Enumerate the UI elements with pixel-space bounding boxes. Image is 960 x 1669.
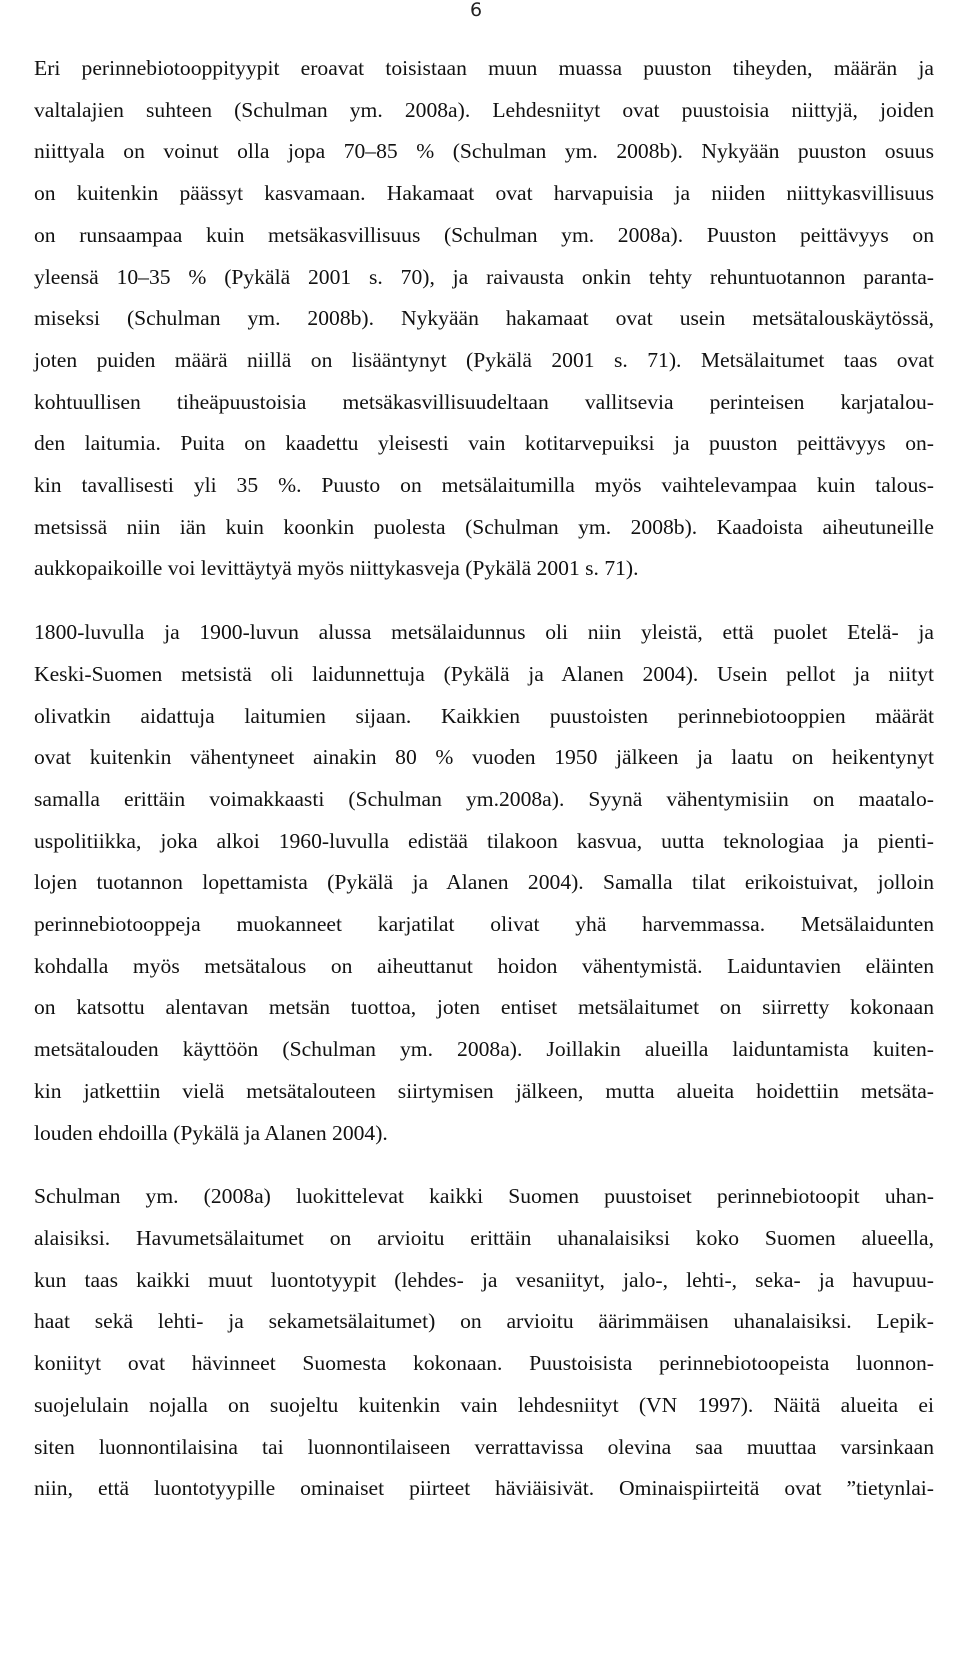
text-line: on kuitenkin päässyt kasvamaan. Hakamaat ovat harvapuisia ja niiden niittykasvillisuus <box>34 181 934 206</box>
text-line: miseksi (Schulman ym. 2008b). Nykyään hakamaat ovat usein metsätalouskäytössä, <box>34 306 934 331</box>
page-number: 6 <box>470 0 483 21</box>
text-line: Eri perinnebiotooppityypit eroavat toisistaan muun muassa puuston tiheyden, määrän ja <box>34 56 934 80</box>
text-line: uspolitiikka, joka alkoi 1960-luvulla edistää tilakoon kasvua, uutta teknologiaa ja pienti- <box>34 828 934 853</box>
paragraph-spacer <box>34 1154 934 1176</box>
text-line: alaisiksi. Havumetsälaitumet on arvioitu erittäin uhanalaisiksi koko Suomen alueella, <box>34 1225 934 1250</box>
text-line: Keski-Suomen metsistä oli laidunnettuja (Pykälä ja Alanen 2004). Usein pellot ja niityt <box>34 661 934 686</box>
text-line: perinnebiotooppeja muokanneet karjatilat olivat yhä harvemmassa. Metsälaidunten <box>34 912 934 937</box>
text-line: olivatkin aidattuja laitumien sijaan. Kaikkien puustoisten perinnebiotooppien määrät <box>34 703 934 728</box>
text-line: louden ehdoilla (Pykälä ja Alanen 2004). <box>34 1120 388 1145</box>
text-line: yleensä 10–35 % (Pykälä 2001 s. 70), ja raivausta onkin tehty rehuntuotannon paranta- <box>34 264 934 289</box>
text-line: kohtuullisen tiheäpuustoisia metsäkasvillisuudeltaan vallitsevia perinteisen karjatalou- <box>34 389 934 414</box>
text-line: metsätalouden käyttöön (Schulman ym. 2008a). Joillakin alueilla laiduntamista kuiten- <box>34 1037 934 1062</box>
text-line: den laitumia. Puita on kaadettu yleisesti vain kotitarvepuiksi ja puuston peittävyys on- <box>34 431 934 456</box>
paragraph-tree-density <box>34 48 934 590</box>
paragraph-threat-status <box>34 1176 934 1510</box>
text-line: on runsaampaa kuin metsäkasvillisuus (Schulman ym. 2008a). Puuston peittävyys on <box>34 222 934 247</box>
text-line: kin tavallisesti yli 35 %. Puusto on metsälaitumilla myös vaihtelevampaa kuin talous- <box>34 473 934 498</box>
text-line: aukkopaikoille voi levittäytyä myös niittykasveja (Pykälä 2001 s. 71). <box>34 556 639 581</box>
text-line: 1800-luvulla ja 1900-luvun alussa metsälaidunnus oli niin yleistä, että puolet Etelä- ja <box>34 620 934 645</box>
text-line: joten puiden määrä niillä on lisääntynyt (Pykälä 2001 s. 71). Metsälaitumet taas ovat <box>34 347 934 372</box>
text-line: siten luonnontilaisina tai luonnontilaiseen verrattavissa olevina saa muuttaa varsinkaan <box>34 1434 934 1459</box>
text-line: niittyala on voinut olla jopa 70–85 % (Schulman ym. 2008b). Nykyään puuston osuus <box>34 139 934 164</box>
text-line: lojen tuotannon lopettamista (Pykälä ja Alanen 2004). Samalla tilat erikoistuivat, jolloin <box>34 870 934 895</box>
text-line: niin, että luontotyypille ominaiset piirteet häviäisivät. Ominaispiirteitä ovat ”tietynlai- <box>34 1476 934 1501</box>
text-line: ovat kuitenkin vähentyneet ainakin 80 % vuoden 1950 jälkeen ja laatu on heikentynyt <box>34 745 934 770</box>
paragraph-spacer <box>34 590 934 612</box>
document-body <box>34 48 934 1510</box>
text-line: kun taas kaikki muut luontotyypit (lehdes- ja vesaniityt, jalo-, lehti-, seka- ja havupuu- <box>34 1267 934 1292</box>
text-line: Schulman ym. (2008a) luokittelevat kaikki Suomen puustoiset perinnebiotoopit uhan- <box>34 1184 934 1209</box>
text-line: suojelulain nojalla on suojeltu kuitenkin vain lehdesniityt (VN 1997). Näitä alueita ei <box>34 1392 934 1417</box>
text-line: samalla erittäin voimakkaasti (Schulman ym.2008a). Syynä vähentymisiin on maatalo- <box>34 786 934 811</box>
text-line: valtalajien suhteen (Schulman ym. 2008a). Lehdesniityt ovat puustoisia niittyjä, joiden <box>34 97 934 122</box>
text-line: koniityt ovat hävinneet Suomesta kokonaan. Puustoisista perinnebiotoopeista luonnon- <box>34 1351 934 1376</box>
paragraph-history <box>34 612 934 1154</box>
text-line: on katsottu alentavan metsän tuottoa, joten entiset metsälaitumet on siirretty kokonaan <box>34 995 934 1020</box>
text-line: kin jatkettiin vielä metsätalouteen siirtymisen jälkeen, mutta alueita hoidettiin metsäta- <box>34 1078 934 1103</box>
text-line: metsissä niin iän kuin koonkin puolesta (Schulman ym. 2008b). Kaadoista aiheutuneille <box>34 514 934 539</box>
text-line: kohdalla myös metsätalous on aiheuttanut hoidon vähentymistä. Laiduntavien eläinten <box>34 953 934 978</box>
text-line: haat sekä lehti- ja sekametsälaitumet) on arvioitu äärimmäisen uhanalaisiksi. Lepik- <box>34 1309 934 1334</box>
